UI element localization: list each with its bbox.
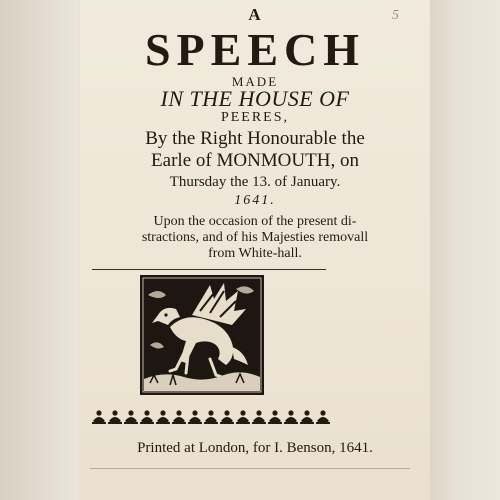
title-line-made: MADE [231, 74, 279, 89]
imprint-line: Printed at London, for I. Benson, 1641. [137, 440, 373, 456]
occasion-line-1: Upon the occasion of the present di- [153, 214, 357, 229]
title-line-peeres: PEERES, [220, 110, 290, 125]
title-speech: SPEECH [144, 24, 366, 75]
author-line-by: By the Right Honourable the [145, 128, 365, 149]
title-line-a: A [248, 5, 262, 24]
occasion-line-3: from White-hall. [208, 246, 302, 261]
year-line: 1641. [234, 193, 276, 208]
date-line: Thursday the 13. of January. [169, 174, 341, 190]
author-line-earle: Earle of MONMOUTH, on [151, 150, 359, 171]
page-corner-mark: 5 [392, 8, 399, 23]
title-line-house: IN THE HOUSE OF [160, 86, 350, 111]
fleuron-border-icon [90, 408, 332, 426]
background-right [430, 0, 500, 500]
bottom-rule [90, 468, 410, 469]
occasion-line-2: stractions, and of his Majesties removall [141, 230, 369, 245]
background-left [0, 0, 80, 500]
divider-rule [92, 269, 326, 270]
griffin-woodcut-icon [140, 275, 264, 395]
